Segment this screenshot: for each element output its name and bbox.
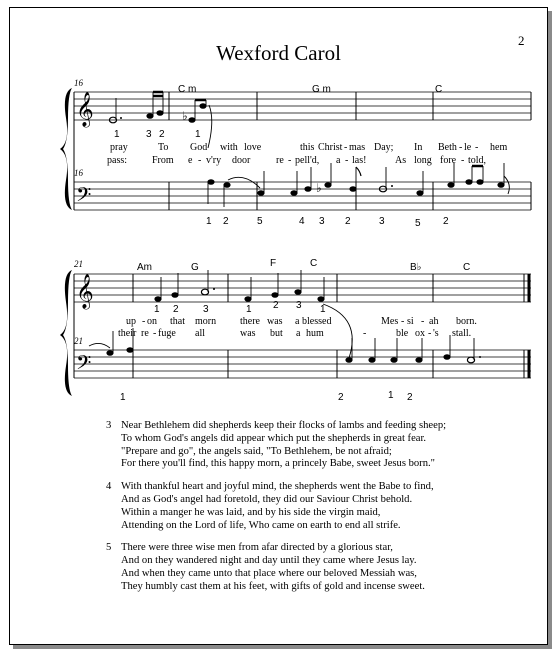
verse-number: 5 bbox=[106, 542, 112, 554]
svg-text:-: - bbox=[344, 142, 348, 153]
fingering: 2 bbox=[338, 392, 344, 403]
fingering: 5 bbox=[415, 218, 421, 229]
chord-symbol: G m bbox=[312, 84, 331, 95]
fingering: 2 bbox=[159, 129, 165, 140]
svg-text:-: - bbox=[363, 328, 367, 339]
svg-text:To: To bbox=[158, 142, 169, 153]
svg-text:-: - bbox=[428, 328, 432, 339]
svg-text:From: From bbox=[152, 155, 174, 166]
svg-text:'s: 's bbox=[433, 328, 439, 339]
svg-text:re: re bbox=[276, 155, 284, 166]
verse-line: There were three wise men from afar directed by a glorious star, bbox=[121, 542, 393, 554]
svg-text:e: e bbox=[188, 155, 193, 166]
svg-text:on: on bbox=[147, 316, 157, 327]
svg-text:Christ: Christ bbox=[318, 142, 343, 153]
svg-text:pray: pray bbox=[110, 142, 128, 153]
chord-symbol: Am bbox=[137, 262, 152, 273]
lyrics-line-1 bbox=[126, 316, 477, 327]
svg-text:a: a bbox=[336, 155, 341, 166]
svg-text:-: - bbox=[459, 142, 463, 153]
verse-line: And as God's angel had foretold, they did our Saviour Christ behold. bbox=[121, 493, 413, 505]
verse-number: 4 bbox=[106, 481, 112, 493]
svg-text:-: - bbox=[142, 316, 146, 327]
bass-clef-icon: 𝄢 bbox=[76, 185, 92, 211]
measure-number: 16 bbox=[74, 78, 83, 88]
fingering: 3 bbox=[296, 300, 302, 311]
svg-text:si: si bbox=[407, 316, 414, 327]
fingering: 5 bbox=[257, 216, 263, 227]
svg-text:ox: ox bbox=[415, 328, 425, 339]
note-head bbox=[188, 117, 195, 123]
fingering: 1 bbox=[320, 304, 326, 315]
fingering: 3 bbox=[319, 216, 325, 227]
treble-clef-icon: 𝄞 bbox=[76, 275, 94, 308]
svg-text:love: love bbox=[244, 142, 262, 153]
verses bbox=[106, 420, 536, 604]
fingering: 3 bbox=[146, 129, 152, 140]
svg-text:a: a bbox=[296, 328, 301, 339]
bass-measure-number: 16 bbox=[74, 168, 83, 178]
chord-symbol: C bbox=[463, 262, 471, 273]
fingering: 2 bbox=[443, 216, 449, 227]
svg-text:long: long bbox=[414, 155, 432, 166]
fingering: 1 bbox=[154, 304, 160, 315]
svg-text:las!: las! bbox=[352, 155, 367, 166]
fingering: 3 bbox=[203, 304, 209, 315]
svg-text:was: was bbox=[267, 316, 283, 327]
svg-text:God: God bbox=[190, 142, 208, 153]
system-2 bbox=[60, 258, 531, 403]
music-sheet-page bbox=[9, 7, 548, 645]
verse-line: "Prepare and go", the angels said, "To Bethlehem, be not afraid; bbox=[121, 445, 392, 457]
treble-staff bbox=[74, 92, 531, 120]
measure-number: 21 bbox=[74, 259, 83, 269]
svg-text:door: door bbox=[232, 155, 251, 166]
lyrics-line-1 bbox=[110, 142, 507, 153]
bass-notes bbox=[207, 163, 509, 207]
fingering: 2 bbox=[273, 300, 279, 311]
verse-line: And when they came unto that place where our beloved Messiah was, bbox=[121, 567, 417, 579]
verse-5 bbox=[106, 542, 536, 593]
verse-line: Attending on the Lord of life, Who came on earth to end all strife. bbox=[121, 519, 401, 531]
verse-line: They humbly cast them at his feet, with gifts of gold and incense sweet. bbox=[121, 580, 425, 592]
svg-text:-: - bbox=[401, 316, 405, 327]
svg-text:born.: born. bbox=[456, 316, 477, 327]
svg-text:pass:: pass: bbox=[107, 155, 127, 166]
svg-text:♭: ♭ bbox=[316, 181, 322, 195]
svg-text:but: but bbox=[270, 328, 283, 339]
svg-text:hum: hum bbox=[306, 328, 324, 339]
verse-4 bbox=[106, 481, 536, 532]
page-number: 2 bbox=[518, 33, 525, 48]
svg-text:v'ry: v'ry bbox=[206, 155, 222, 166]
fingering: 1 bbox=[114, 129, 120, 140]
note-head bbox=[156, 110, 163, 116]
treble-clef-icon: 𝄞 bbox=[76, 93, 94, 126]
svg-text:As: As bbox=[395, 155, 407, 166]
svg-text:hem: hem bbox=[490, 142, 508, 153]
svg-text:Day;: Day; bbox=[374, 142, 394, 153]
fingering: 3 bbox=[379, 216, 385, 227]
flat-sign: ♭ bbox=[182, 109, 188, 123]
note-head bbox=[146, 113, 153, 119]
svg-text:-: - bbox=[461, 155, 465, 166]
svg-text:morn: morn bbox=[195, 316, 217, 327]
fingering: 1 bbox=[246, 304, 252, 315]
bass-staff bbox=[74, 350, 531, 378]
svg-text:re: re bbox=[141, 328, 149, 339]
bass-clef-icon: 𝄢 bbox=[76, 353, 92, 379]
svg-text:told,: told, bbox=[468, 155, 487, 166]
lyrics-line-2 bbox=[118, 328, 471, 339]
verse-3 bbox=[106, 420, 536, 471]
svg-text:fore: fore bbox=[440, 155, 457, 166]
fingering: 1 bbox=[195, 129, 201, 140]
fingering: 2 bbox=[407, 392, 413, 403]
svg-text:stall.: stall. bbox=[452, 328, 472, 339]
svg-text:pell'd,: pell'd, bbox=[295, 155, 320, 166]
svg-text:that: that bbox=[170, 316, 185, 327]
verse-line: To whom God's angels did appear which put the shepherds in great fear. bbox=[121, 432, 427, 444]
svg-text:was: was bbox=[240, 328, 256, 339]
svg-text:their: their bbox=[118, 328, 137, 339]
svg-text:Beth: Beth bbox=[438, 142, 457, 153]
chord-symbol: C bbox=[435, 84, 443, 95]
svg-text:with: with bbox=[220, 142, 238, 153]
svg-text:-: - bbox=[421, 316, 425, 327]
fingering: 4 bbox=[299, 216, 305, 227]
svg-text:ble: ble bbox=[396, 328, 409, 339]
svg-text:-: - bbox=[153, 328, 157, 339]
svg-text:this: this bbox=[300, 142, 315, 153]
fingering: 2 bbox=[173, 304, 179, 315]
fingering: 2 bbox=[345, 216, 351, 227]
svg-text:up: up bbox=[126, 316, 136, 327]
chord-symbol: F bbox=[270, 258, 277, 269]
verse-number: 3 bbox=[106, 420, 112, 431]
svg-text:there: there bbox=[240, 316, 260, 327]
fingering: 1 bbox=[120, 392, 126, 403]
svg-text:-: - bbox=[288, 155, 292, 166]
svg-text:-: - bbox=[345, 155, 349, 166]
svg-text:ah: ah bbox=[429, 316, 439, 327]
svg-text:fuge: fuge bbox=[158, 328, 176, 339]
chord-symbol: C m bbox=[178, 84, 197, 95]
chord-symbol: G bbox=[191, 262, 199, 273]
fingering: 1 bbox=[388, 390, 394, 401]
chord-symbol: B♭ bbox=[410, 262, 422, 273]
lyrics-line-2 bbox=[107, 155, 486, 166]
svg-text:all: all bbox=[195, 328, 205, 339]
fingering: 2 bbox=[223, 216, 229, 227]
svg-text:In: In bbox=[414, 142, 423, 153]
svg-text:Mes: Mes bbox=[381, 316, 399, 327]
system-1 bbox=[60, 78, 531, 229]
treble-staff bbox=[74, 274, 531, 302]
svg-text:blessed: blessed bbox=[302, 316, 332, 327]
bass-measure-number: 21 bbox=[74, 336, 83, 346]
bass-staff bbox=[74, 182, 531, 210]
grand-staff-brace bbox=[60, 88, 72, 210]
svg-text:-: - bbox=[198, 155, 202, 166]
chord-symbol: C bbox=[310, 258, 318, 269]
grand-staff-brace bbox=[60, 270, 72, 396]
verse-line: Within a manger he was laid, and by his side the virgin maid, bbox=[121, 506, 381, 518]
svg-text:mas: mas bbox=[349, 142, 366, 153]
fingering: 1 bbox=[206, 216, 212, 227]
song-title: Wexford Carol bbox=[216, 41, 341, 65]
svg-text:le: le bbox=[464, 142, 472, 153]
svg-text:a: a bbox=[295, 316, 300, 327]
verse-line: Near Bethlehem did shepherds keep their flocks of lambs and feeding sheep; bbox=[121, 420, 447, 431]
note-head bbox=[199, 103, 206, 109]
verse-line: With thankful heart and joyful mind, the shepherds went the Babe to find, bbox=[121, 481, 434, 493]
verse-line: For there you'll find, this happy morn, a princely Babe, sweet Jesus born." bbox=[121, 458, 435, 470]
svg-text:-: - bbox=[475, 142, 479, 153]
verse-line: And on they wandered night and day until they came where Jesus lay. bbox=[121, 555, 417, 567]
